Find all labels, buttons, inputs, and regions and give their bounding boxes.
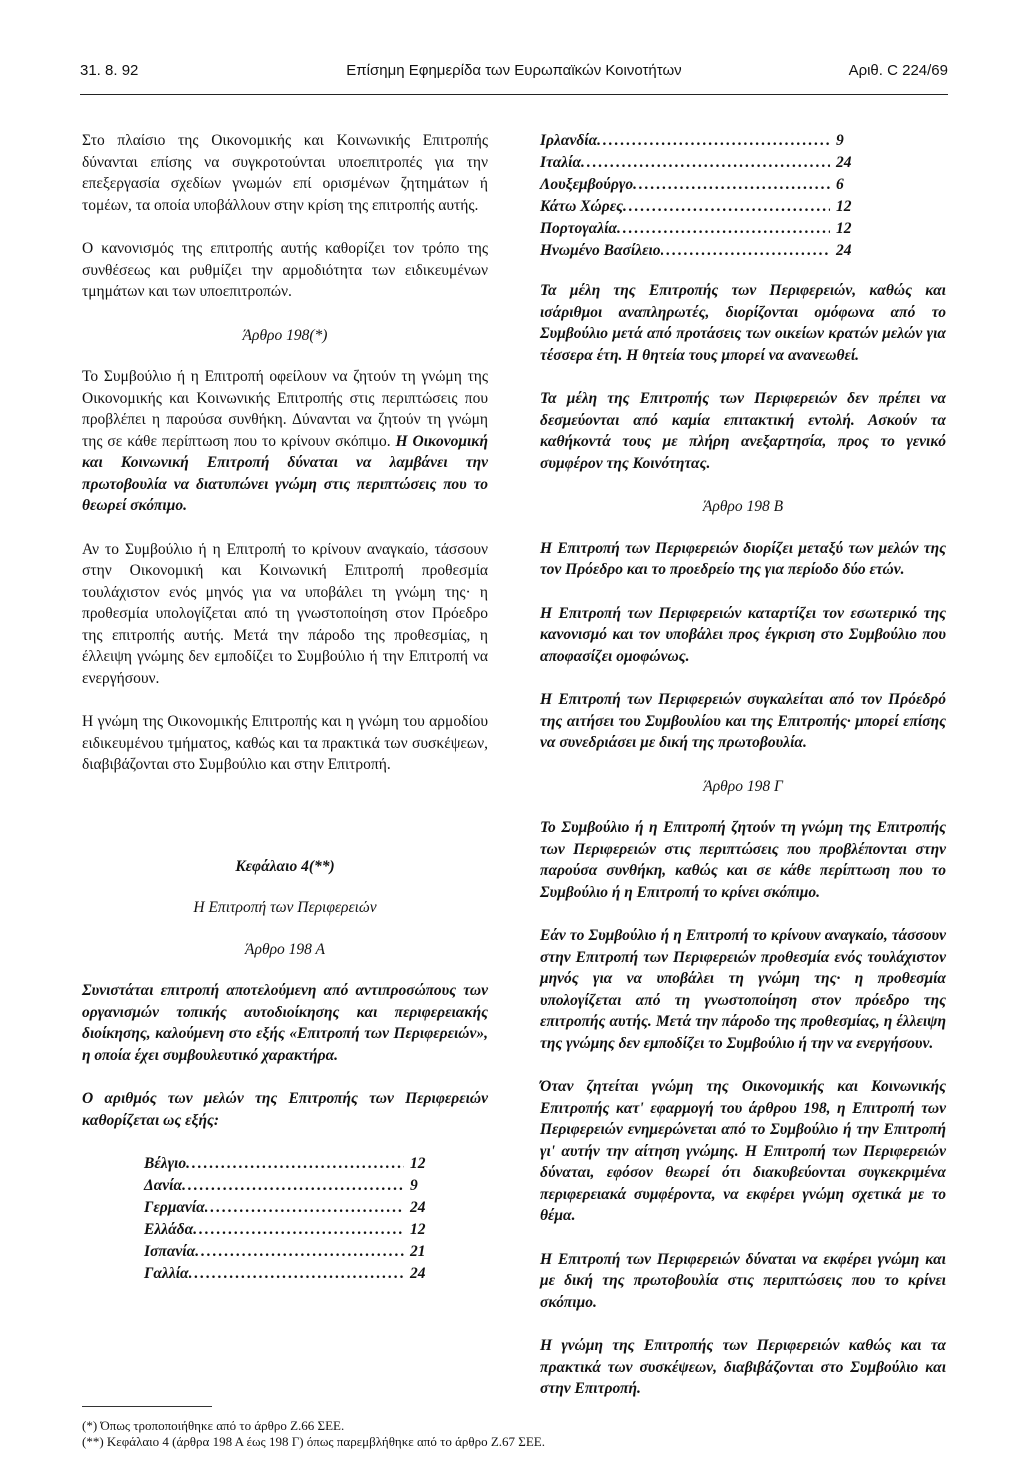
- right-column: [540, 130, 946, 1422]
- paragraph: [82, 366, 488, 517]
- member-row: Ελλάδα ..... 12: [144, 1219, 444, 1241]
- page-header: [80, 62, 948, 84]
- chapter-heading: Κεφάλαιο 4(**): [235, 857, 335, 875]
- article-heading: Άρθρο 198(*): [242, 326, 328, 344]
- paragraph: Η Επιτροπή των Περιφερειών διορίζει μεταξύ των μελών της τον Πρόεδρο και το προεδρείο της για περίοδο δύο ετών.: [540, 539, 946, 578]
- footnote-rule: [82, 1406, 212, 1407]
- issue-date: 31. 8. 92: [80, 62, 139, 79]
- footnotes: [82, 1418, 545, 1450]
- paragraph: Η Επιτροπή των Περιφερειών καταρτίζει τον εσωτερικό της κανονισμό και τον υποβάλει προς έγκριση στο Συμβούλιο που αποφασίζει ομοφώνως.: [540, 604, 946, 665]
- footnote: (*) Όπως τροποποιήθηκε από το άρθρο Ζ.66 ΣΕΕ.: [82, 1418, 345, 1433]
- member-row: Ηνωμένο Βασίλειο ..... 24: [540, 240, 870, 262]
- member-list: [144, 1153, 444, 1285]
- issue-number: Αριθ. C 224/69: [848, 62, 948, 79]
- paragraph-amendment: Η Οικονομική και Κοινωνική Επιτροπή δύναται να λαμβάνει την πρωτοβουλία να διατυπώνει γνώμη στις περιπτώσεις που το θεωρεί σκόπιμο.: [82, 432, 488, 514]
- paragraph: Όταν ζητείται γνώμη της Οικονομικής και Κοινωνικής Επιτροπής κατ' εφαρμογή του άρθρου 198, η Επιτροπή των Περιφερειών ενημερώνεται από το Συμβούλιο ή την Επιτροπή γι' αυτήν την αίτηση γνώμης. Η Επιτροπή των Περιφερειών δύναται, εφόσον θεωρεί ότι διακυβεύονται συγκεκριμένα περιφερειακά συμφέροντα, να εκφέρει γνώμη σχετικά με το θέμα.: [540, 1078, 946, 1224]
- article-heading: Άρθρο 198 Γ: [703, 777, 783, 795]
- paragraph: Η γνώμη της Οικονομικής Επιτροπής και η γνώμη του αρμοδίου ειδικευμένου τμήματος, καθώς και τα πρακτικά των συσκέψεων, διαβιβάζονται στο Συμβούλιο και στην Επιτροπή.: [82, 713, 488, 773]
- chapter-title: Η Επιτροπή των Περιφερειών: [193, 899, 377, 916]
- article-heading: Άρθρο 198 Α: [245, 940, 325, 958]
- member-list: [540, 130, 870, 262]
- journal-title: Επίσημη Εφημερίδα των Ευρωπαϊκών Κοινοτήτων: [346, 62, 682, 79]
- member-row: Ιταλία ..... 24: [540, 152, 870, 174]
- member-row: Ισπανία ..... 21: [144, 1241, 444, 1263]
- paragraph: Συνιστάται επιτροπή αποτελούμενη από αντιπροσώπους των οργανισμών τοπικής αυτοδιοίκησης και περιφερειακής διοίκησης, καλούμενη στο εξής «Επιτροπή των Περιφερειών», η οποία έχει συμβουλευτικό χαρακτήρα.: [82, 982, 488, 1064]
- paragraph: Ο κανονισμός της επιτροπής αυτής καθορίζει τον τρόπο της συνθέσεως και ρυθμίζει την αρμοδιότητα των ειδικευμένων τμημάτων και των υποεπιτροπών.: [82, 240, 488, 300]
- paragraph: Τα μέλη της Επιτροπής των Περιφερειών, καθώς και ισάριθμοι αναπληρωτές, διορίζονται ομόφωνα από το Συμβούλιο μετά από προτάσεις των οικείων κρατών μελών για τέσσερα έτη. Η θητεία τους μπορεί να ανανεωθεί.: [540, 282, 946, 364]
- member-row: Ιρλανδία ..... 9: [540, 130, 870, 152]
- paragraph: Η Επιτροπή των Περιφερειών συγκαλείται από τον Πρόεδρό της αιτήσει του Συμβουλίου και της Επιτροπής· μπορεί επίσης να συνεδριάσει με δική της πρωτοβουλία.: [540, 691, 946, 751]
- paragraph: Αν το Συμβούλιο ή η Επιτροπή το κρίνουν αναγκαίο, τάσσουν στην Οικονομική και Κοινωνική Επιτροπή προθεσμία τουλάχιστον ενός μηνός για να υποβάλει τη γνώμη της· η προθεσμία υπολογίζεται από τη γνωστοποίηση στον Πρόεδρο της επιτροπής αυτής. Μετά την πάροδο της προθεσμίας, η έλλειψη γνώμης δεν εμποδίζει το Συμβούλιο ή την Επιτροπή να ενεργήσουν.: [82, 540, 488, 687]
- header-rule: [80, 94, 948, 95]
- paragraph: Ο αριθμός των μελών της Επιτροπής των Περιφερειών καθορίζεται ως εξής:: [82, 1090, 488, 1129]
- paragraph: Στο πλαίσιο της Οικονομικής και Κοινωνικής Επιτροπής δύνανται επίσης να συγκροτούνται υποεπιτροπές για την επεξεργασία σχεδίων γνωμών επί ορισμένων ζητημάτων ή τομέων, τα οποία υποβάλλουν στην κρίση της επιτροπής αυτής.: [82, 132, 488, 214]
- paragraph: Η Επιτροπή των Περιφερειών δύναται να εκφέρει γνώμη και με δική της πρωτοβουλία στις περιπτώσεις που το κρίνει σκόπιμο.: [540, 1250, 946, 1311]
- paragraph: Η γνώμη της Επιτροπής των Περιφερειών καθώς και τα πρακτικά των συσκέψεων, διαβιβάζονται στο Συμβούλιο και στην Επιτροπή.: [540, 1337, 946, 1397]
- paragraph: Τα μέλη της Επιτροπής των Περιφερειών δεν πρέπει να δεσμεύονται από καμία επιτακτική εντολή. Ασκούν τα καθήκοντά τους με πλήρη ανεξαρτησία, προς το γενικό συμφέρον της Κοινότητας.: [540, 390, 946, 472]
- member-row: Γαλλία ..... 24: [144, 1263, 444, 1285]
- member-row: Λουξεμβούργο ..... 6: [540, 174, 870, 196]
- member-row: Δανία ..... 9: [144, 1175, 444, 1197]
- paragraph: Εάν το Συμβούλιο ή η Επιτροπή το κρίνουν αναγκαίο, τάσσουν στην Επιτροπή των Περιφερειών προθεσμία ενός τουλάχιστον μηνός για να υποβάλει τη γνώμη της· η προθεσμία υπολογίζεται από τη γνωστοποίηση στον πρόεδρο της επιτροπής αυτής. Μετά την πάροδο της προθεσμίας, η έλλειψη της γνώμης δεν εμποδίζει το Συμβούλιο ή την να ενεργήσουν.: [540, 927, 946, 1052]
- article-heading: Άρθρο 198 Β: [702, 498, 784, 515]
- member-row: Βέλγιο ..... 12: [144, 1153, 444, 1175]
- member-row: Γερμανία ..... 24: [144, 1197, 444, 1219]
- member-row: Κάτω Χώρες ..... 12: [540, 196, 870, 218]
- left-column: [82, 130, 488, 1345]
- paragraph-text: Το Συμβούλιο ή η Επιτροπή οφείλουν να ζητούν τη γνώμη της Οικονομικής και Κοινωνικής Επιτροπής στις περιπτώσεις που προβλέπει η παρούσα συνθήκη. Δύνανται να ζητούν τη γνώμη της σε κάθε περίπτωση που το κρίνουν σκόπιμο.: [82, 368, 488, 450]
- paragraph: Το Συμβούλιο ή η Επιτροπή ζητούν τη γνώμη της Επιτροπής των Περιφερειών στις περιπτώσεις που προβλέπονται στην παρούσα συνθήκη, καθώς και σε κάθε περίπτωση που το Συμβούλιο ή η Επιτροπή το κρίνει σκόπιμο.: [540, 819, 946, 901]
- footnote: (**) Κεφάλαιο 4 (άρθρα 198 Α έως 198 Γ) όπως παρεμβλήθηκε από το άρθρο Ζ.67 ΣΕΕ.: [82, 1434, 545, 1449]
- member-row: Πορτογαλία ..... 12: [540, 218, 870, 240]
